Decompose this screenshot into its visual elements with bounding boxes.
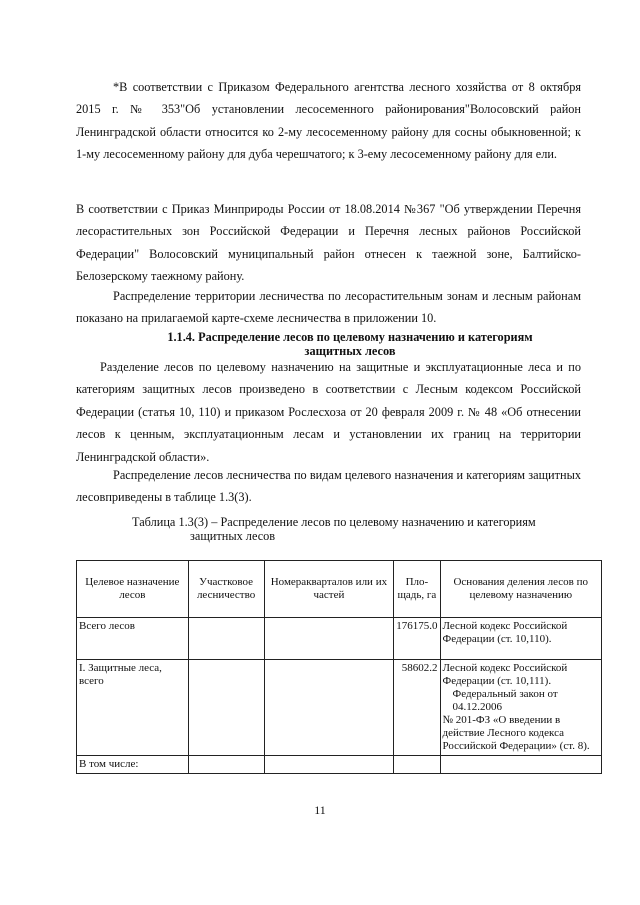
paragraph-forest-zones: В соответствии с Приказ Минприроды России от 18.08.2014 №367 "Об утверждении Перечня лесорастительных зон Российской Федерации и Перечня лесных районов Российской Федерации" Волосовский муниципальный район отнесен к таежной зоне, Балтийско-Белозерскому таежному району. [76,202,581,284]
paragraph-seed-zoning: *В соответствии с Приказом Федерального агентства лесного хозяйства от 8 октября 2015 г. № 353"Об установлении лесосеменного районирования"Волосовский район Ленинградской области относится ко 2-му лесосеменному району для сосны обыкновенной; к 1-му лесосеменному району для дуба черешчатого; к 3-ему лесосеменному району для ели. [76,80,581,162]
paragraph-map-reference: Распределение территории лесничества по лесорастительным зонам и лесным районам показано на прилагаемой карте-схеме лесничества в приложении 10. [76,289,581,326]
column-header-basis: Основания деления лесов по целевому назначению [440,561,601,618]
cell-purpose: Всего лесов [77,618,189,660]
section-heading-line-1: 1.1.4. Распределение лесов по целевому назначению и категориям [167,330,533,344]
basis-line-law: Федеральный закон от 04.12.2006 [452,688,558,713]
column-header-forestry: Участковое лесничество [188,561,264,618]
paragraph-table-reference: Распределение лесов лесничества по видам целевого назначения и категориям защитных лесовприведены в таблице 1.3(3). [76,468,581,505]
cell-purpose: I. Защитные леса, всего [77,660,189,756]
cell-forestry [188,756,264,774]
table-row [77,618,602,660]
cell-basis [440,756,601,774]
cell-forestry [188,660,264,756]
table-caption-line-1: Таблица 1.3(3) – Распределение лесов по целевому назначению и категориям [132,515,536,529]
basis-line-code: Лесной кодекс Российской Федерации (ст. 10,111). [442,662,568,687]
paragraph-division-basis: Разделение лесов по целевому назначению на защитные и эксплуатационные леса и по категориям защитных лесов произведено в соответствии с Лесным кодексом Российской Федерации (статья 10, 110) и приказом Рослесхоза от 20 февраля 2009 г. № 48 «Об отнесении лесов к ценным, эксплуатационным лесам и установлении их границ на территории Ленинградской области». [76,360,581,464]
column-header-area: Пло-щадь, га [394,561,440,618]
cell-quarters [264,660,394,756]
cell-quarters [264,756,394,774]
cell-purpose: В том числе: [77,756,189,774]
page-number: 11 [314,803,326,817]
cell-quarters [264,618,394,660]
basis-line-law-number: № 201-ФЗ «О введении в действие Лесного кодекса Российской Федерации» (ст. 8). [442,714,590,752]
table-caption [132,515,590,543]
cell-area: 176175.0 [394,618,440,660]
cell-basis [440,660,601,756]
section-heading-line-2: защитных лесов [304,344,396,358]
column-header-purpose: Целевое назначение лесов [77,561,189,618]
table-header-row [77,561,602,618]
table-row [77,756,602,774]
cell-area [394,756,440,774]
column-header-quarters: Номеракварталов или их частей [264,561,394,618]
forest-distribution-table [76,560,602,774]
cell-basis: Лесной кодекс Российской Федерации (ст. 10,110). [440,618,601,660]
table-row [77,660,602,756]
cell-forestry [188,618,264,660]
cell-area: 58602.2 [394,660,440,756]
table-caption-line-2: защитных лесов [190,529,276,543]
section-heading [150,330,550,358]
